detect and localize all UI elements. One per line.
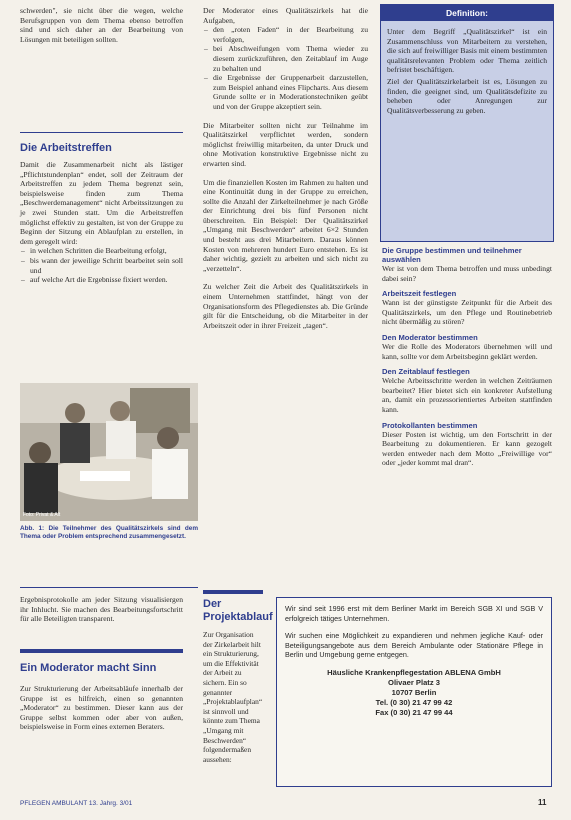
section-bar bbox=[20, 649, 183, 653]
heading-arbeitstreffen: Die Arbeitstreffen bbox=[20, 142, 112, 154]
heading-moderator: Ein Moderator macht Sinn bbox=[20, 662, 157, 674]
col2-para-4: Zu welcher Zeit die Arbeit des Qualitätszirkels in einem Unternehmen stattfindet, hängt von der Organisationsform des Pflegedienstes ab. Die Gründe gilt für die Entscheidung, ob die Mitarbeiter in der Arbeitszeit oder in ihrer Freizeit „tagen“. bbox=[203, 282, 368, 330]
ad-text-2: Wir suchen eine Möglichkeit zu expandieren und nehmen jegliche Kauf- oder Beteiligungsangebote aus dem Bereich Ambulante oder Stationäre Pflege in Berlin und Umgebung gerne entgegen. bbox=[285, 631, 543, 660]
step-protocol bbox=[382, 421, 552, 468]
definition-box bbox=[380, 4, 554, 242]
figure-caption: Abb. 1: Die Teilnehmer des Qualitätszirkels sind dem Thema oder Problem entsprechend zusammengesetzt. bbox=[20, 525, 198, 540]
col2-para-3: Um die finanziellen Kosten im Rahmen zu halten und eine Kontinuität dung in der Gruppe zu erreichen, sollte die Anzahl der Zirkelteilnehmer je nach Größe der Einrichtung drei bis fünf Personen nicht überschreiten. Ein Beispiel: Der Qualitätszirkel „Umgang mit Beschwerden“ arbeitet 6×2 Stunden und besteht aus drei Mitarbeitern. Daraus können Kosten von mehreren hundert Euro entstehen. Es ist daher wichtig, gezielt zu arbeiten und sich nicht zu „verzetteln“. bbox=[203, 177, 368, 273]
col2-para-2: Die Mitarbeiter sollten nicht zur Teilnahme im Qualitätszirkel verpflichtet werden, sondern möglichst freiwillig mitarbeiten, da unter Druck und ohne Motivation konstruktive Ergebnisse nicht zu erwarten sind. bbox=[203, 120, 368, 168]
divider bbox=[20, 132, 183, 133]
arbeitstreffen-text: Damit die Zusammenarbeit nicht als lästiger „Pflichtstundenplan“ endet, soll der Zeitraum der Arbeitstreffen zu jedem Thema begrenzt sein, beispielsweise finden zum Thema „Beschwerdemanagement“ nicht Arbeitssitzungen zu je zwei Stunden statt. Um die Arbeitstreffen möglichst effektiv zu gestalten, ist von der Gruppe zu Beginn der Sitzung ein Ablaufplan zu erstellen, in dem geregelt wird: bbox=[20, 160, 183, 246]
list-item: – die Ergebnisse der Gruppenarbeit darzustellen, zum Beispiel anhand eines Flipcharts. Aus diesem Grunde sollte er in Moderationstechniken geübt und von der Gruppe akzeptiert sein. bbox=[213, 73, 368, 111]
step-title: Den Zeitablauf festlegen bbox=[382, 367, 470, 377]
ad-fax: Fax (0 30) 21 47 99 44 bbox=[375, 707, 453, 717]
step-time bbox=[382, 289, 552, 327]
step-text: Wer die Rolle des Moderators übernehmen will und kann, sollte vor dem Arbeitsbeginn geklärt werden. bbox=[382, 341, 552, 361]
moderator-tasks-list bbox=[203, 25, 368, 111]
list-item: – auf welche Art die Ergebnisse fixiert werden. bbox=[30, 275, 183, 285]
arbeitstreffen-section bbox=[20, 160, 183, 285]
definition-text-1: Unter dem Begriff „Qualitätszirkel“ ist ein Zusammenschluss von Mitarbeitern zu verstehen, die sich auf freiwilliger Basis mit einem bestimmten qualitätsrelevanten Problem oder Thema zeitlich befristet beschäftigen. bbox=[387, 27, 547, 75]
process-steps bbox=[382, 246, 552, 468]
ad-street: Olivaer Platz 3 bbox=[388, 677, 440, 687]
step-title: Protokollanten bestimmen bbox=[382, 420, 478, 430]
step-text: Wer ist von dem Thema betroffen und muss unbedingt dabei sein? bbox=[382, 264, 552, 283]
arbeitstreffen-list bbox=[20, 246, 183, 284]
footer-journal: PFLEGEN AMBULANT 13. Jahrg. 3/01 bbox=[20, 800, 133, 807]
projekt-text: Zur Organisation der Zirkelarbeit hilt ein Strukturierung, um die Effektivität der Arbeit zu sichern. Ein so genannter „Projektablaufplan“ ist sinnvoll und könnte zum Thema „Umgang mit Beschwerden“ folgendermaßen aussehen: bbox=[203, 630, 263, 764]
photo-credit: Foto: Privat & Alt bbox=[23, 512, 61, 518]
advertisement-box bbox=[276, 597, 552, 787]
meeting-photo bbox=[20, 383, 198, 521]
list-item: – den „roten Faden“ in der Bearbeitung zu verfolgen, bbox=[213, 25, 368, 44]
col1-intro-text: schwerden", sie nicht über die wegen, welche Berufsgruppen von dem Thema ebenso betroffen sind und sich daher an der Bearbeitung von Lösungen mit beteiligen sollten. bbox=[20, 6, 183, 44]
ad-text-1: Wir sind seit 1996 erst mit dem Berliner Markt im Bereich SGB XI und SGB V erfolgreich tätiges Unternehmen. bbox=[285, 604, 543, 623]
step-moderator bbox=[382, 333, 552, 361]
step-text: Welche Arbeitsschritte werden in welchen Zeiträumen bearbeitet? Hier bietet sich ein konkreter Aufstellung an, damit ein prozessorientiertes Arbeiten stattfinden kann. bbox=[382, 376, 552, 414]
step-schedule bbox=[382, 367, 552, 414]
ad-city: 10707 Berlin bbox=[391, 687, 437, 697]
column-2 bbox=[203, 6, 368, 330]
protokoll-text: Ergebnisprotokolle am jeder Sitzung visualisiergen ihr Inhlucht. Sie machen des Bearbeitungsfortschritt für alle Beteiligten transparent. bbox=[20, 595, 183, 624]
list-item: – in welchen Schritten die Bearbeitung erfolgt, bbox=[30, 246, 183, 256]
section-bar bbox=[203, 590, 263, 594]
step-text: Dieser Posten ist wichtig, um den Fortschritt in der Bearbeitung zu dokumentieren. Er kann gezogelt werden entweder nach dem Motto „Freiwillige vor“ oder „jeder kommt mal dran“. bbox=[382, 429, 552, 468]
definition-title: Definition: bbox=[381, 5, 553, 21]
step-group bbox=[382, 246, 552, 283]
list-item: – bei Abschweifungen vom Thema wieder zu diesem zurückzuführen, den Zeitablauf im Auge zu behalten und bbox=[213, 44, 368, 73]
divider bbox=[20, 587, 198, 588]
ad-contact bbox=[285, 668, 543, 718]
definition-text-2: Ziel der Qualitätszirkelarbeit ist es, Lösungen zu finden, die geeignet sind, um Qualitätsdefizite zu beheben oder Anregungen zur Qualitätsverbesserung zu geben. bbox=[387, 76, 547, 115]
ad-phone: Tel. (0 30) 21 47 99 42 bbox=[375, 697, 453, 707]
moderator-text: Zur Strukturierung der Arbeitsabläufe innerhalb der Gruppe ist es hilfreich, einen so genannten „Moderator“ zu bestimmen. Dieser kann aus der Gruppe selbst kommen oder aber von außen, beispielsweise in Form eines externen Beraters. bbox=[20, 684, 183, 732]
col2-intro: Der Moderator eines Qualitätszirkels hat die Aufgaben, bbox=[203, 6, 368, 25]
page-number: 11 bbox=[538, 798, 547, 807]
step-title: Den Moderator bestimmen bbox=[382, 332, 478, 342]
heading-projektablauf: Der Projektablauf bbox=[203, 598, 273, 623]
photo-illustration bbox=[20, 383, 198, 521]
column-1 bbox=[20, 6, 183, 44]
step-title: Arbeitszeit festlegen bbox=[382, 289, 457, 299]
ad-company: Häusliche Krankenpflegestation ABLENA GmbH bbox=[327, 667, 501, 677]
step-title: Die Gruppe bestimmen und teilnehmer auswählen bbox=[382, 246, 522, 264]
list-item: – bis wann der jeweilige Schritt bearbeitet sein soll und bbox=[30, 256, 183, 275]
step-text: Wann ist der günstigste Zeitpunkt für die Arbeit des Qualitätszirkels, um den Pflege und Routinebetrieb nicht übermäßig zu stören? bbox=[382, 298, 552, 327]
